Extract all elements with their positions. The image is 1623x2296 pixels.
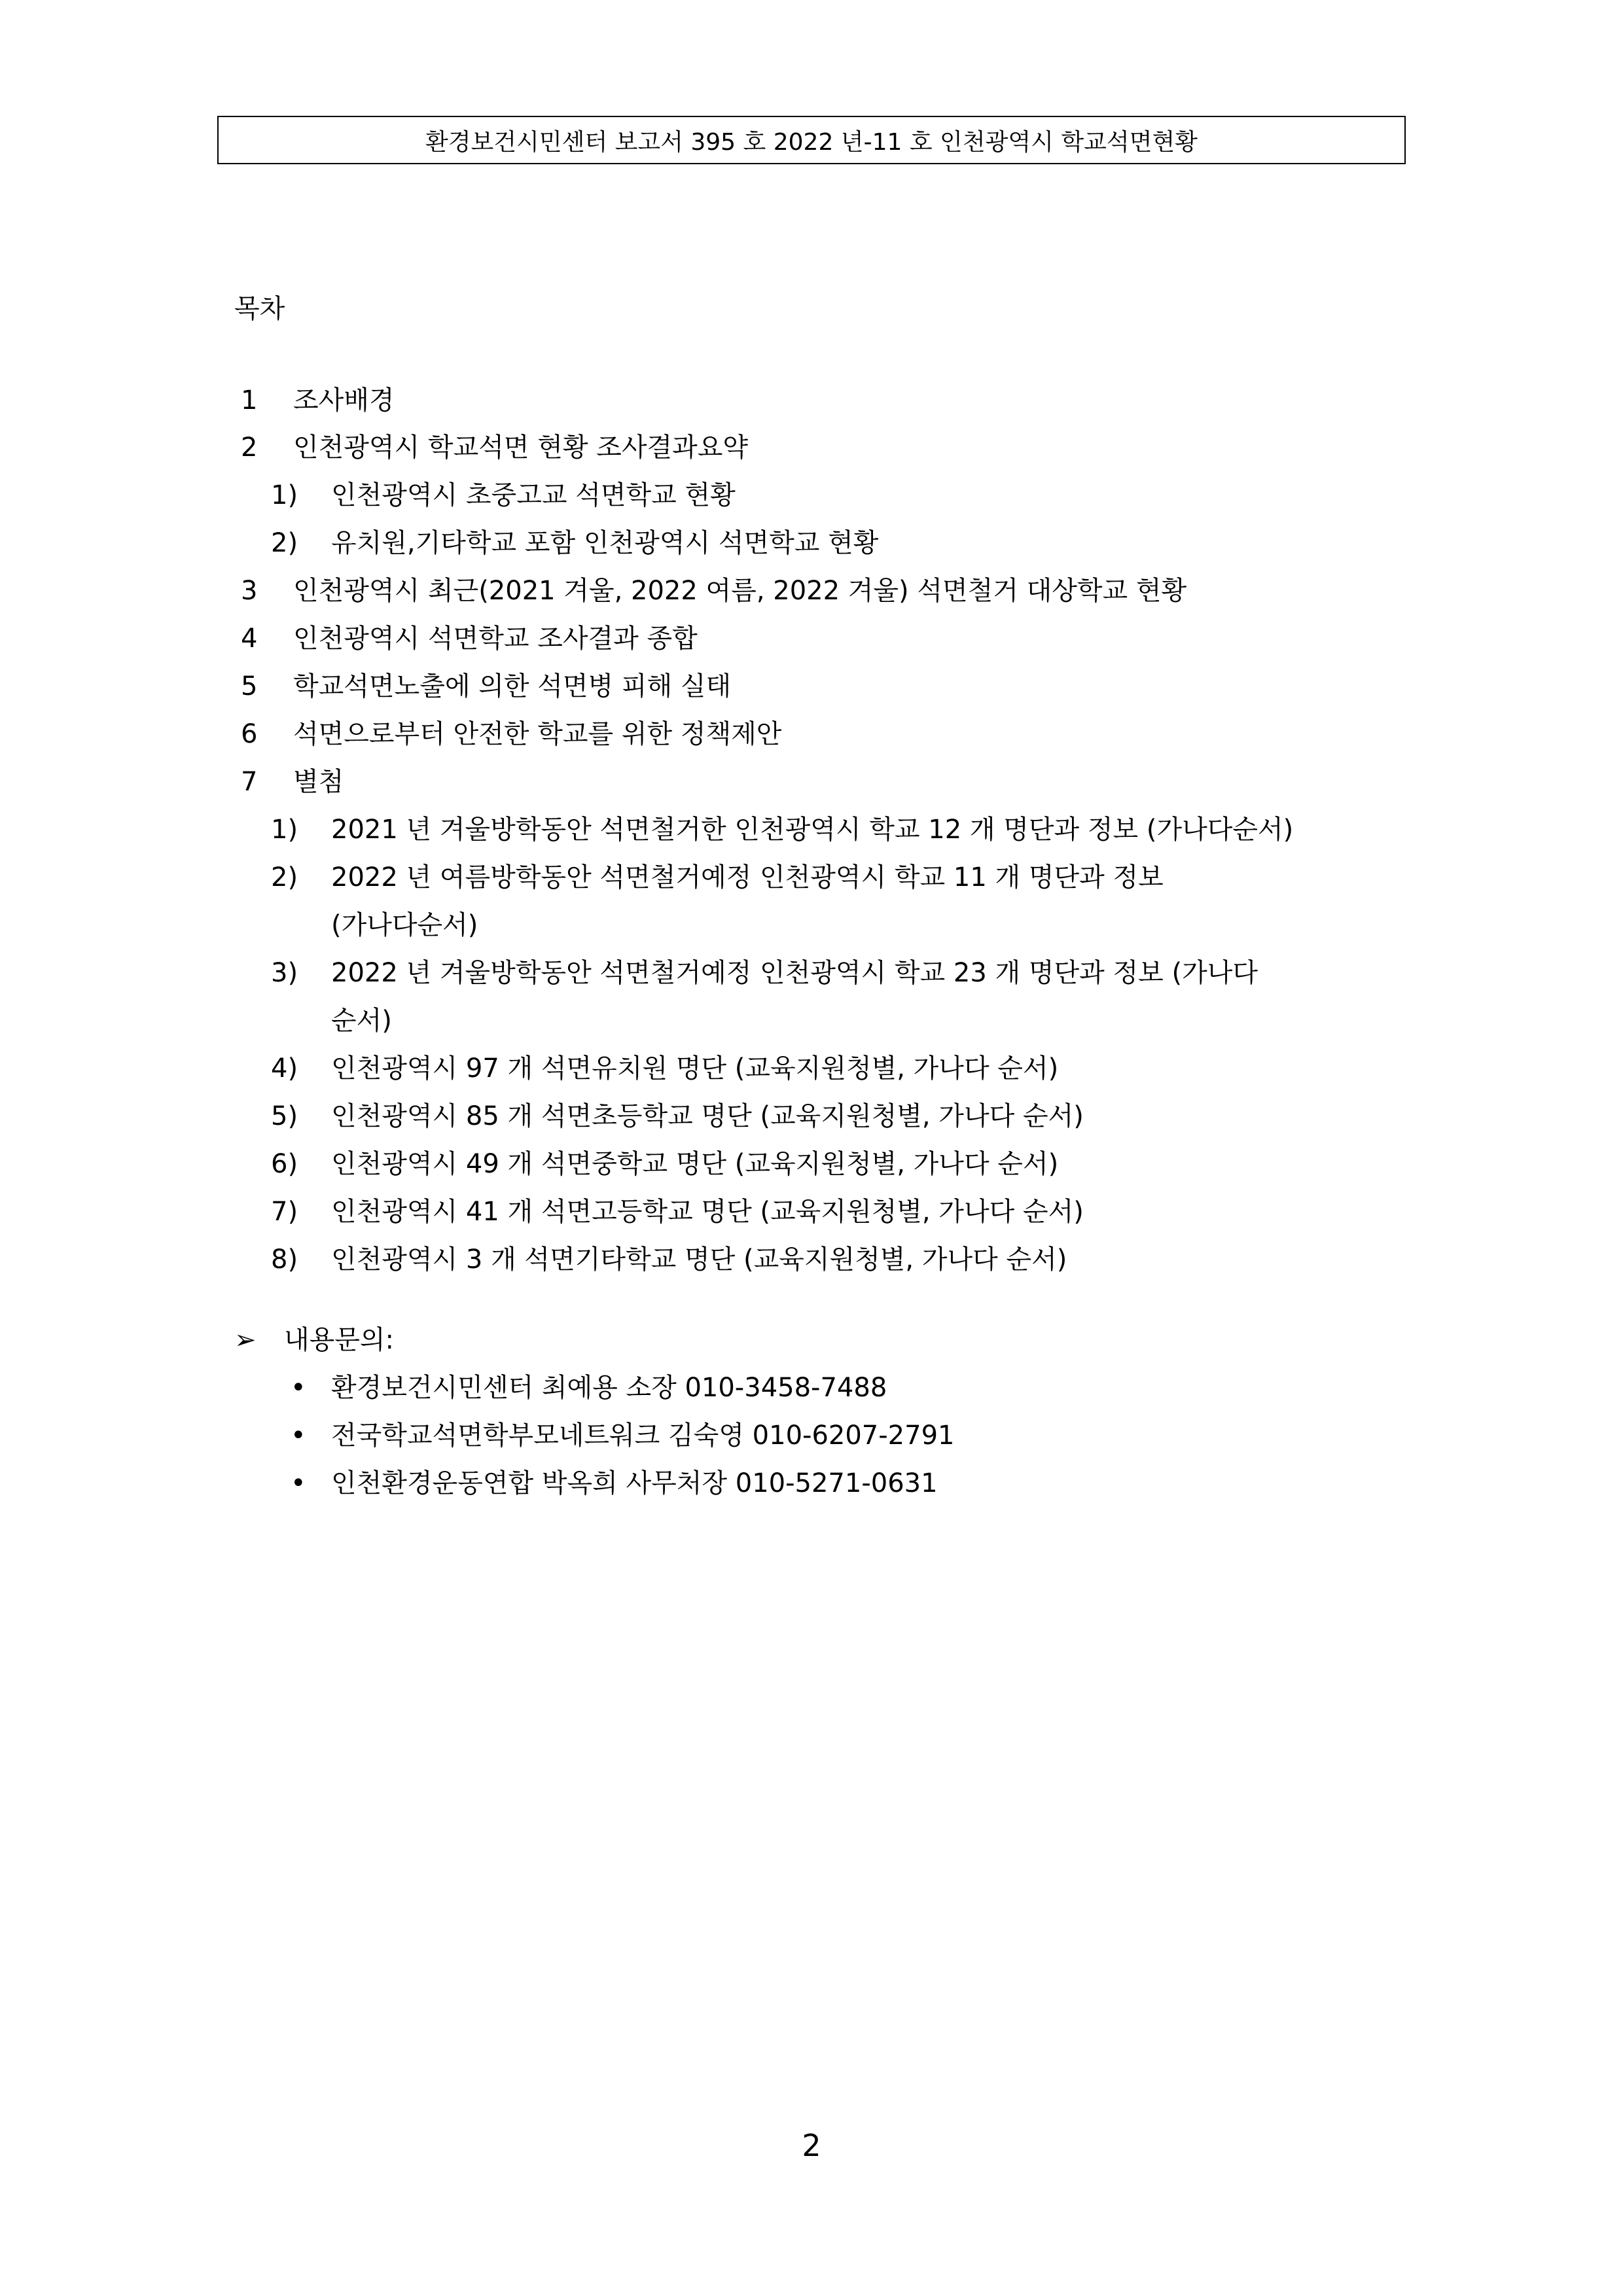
toc-heading: 목차 [234,294,285,324]
toc-item-text: 인천광역시 3 개 석면기타학교 명단 (교육지원청별, 가나다 순서) [331,1245,1067,1275]
toc-item-number: 6 [241,719,258,749]
toc-item-text: 별첨 [293,767,344,797]
contact-item-text: 환경보건시민센터 최예용 소장 010-3458-7488 [331,1373,887,1403]
toc-item-number: 2 [241,433,258,463]
toc-item-number: 1 [241,385,258,415]
toc-item-number: 3) [271,958,298,988]
toc-item-number: 4 [241,624,258,654]
bullet-icon: • [291,1421,306,1451]
page-number: 2 [802,2128,821,2163]
toc-item-number: 1) [271,480,298,510]
toc-item-number: 2) [271,528,298,558]
toc-item-text: 2021 년 겨울방학동안 석면철거한 인천광역시 학교 12 개 명단과 정보 (가나다순서) [331,815,1294,845]
toc-item-text: 인천광역시 97 개 석면유치원 명단 (교육지원청별, 가나다 순서) [331,1053,1059,1084]
toc-item-text: 인천광역시 41 개 석면고등학교 명단 (교육지원청별, 가나다 순서) [331,1197,1084,1227]
toc-item-text: 학교석면노출에 의한 석면병 피해 실태 [293,671,732,701]
toc-item-text: 인천광역시 85 개 석면초등학교 명단 (교육지원청별, 가나다 순서) [331,1101,1084,1131]
toc-item-number: 6) [271,1149,298,1179]
toc-item-text: (가나다순서) [331,910,478,940]
toc-item-number: 1) [271,815,298,845]
contact-title-label: 내용문의: [284,1325,395,1355]
toc-item-text: 인천광역시 49 개 석면중학교 명단 (교육지원청별, 가나다 순서) [331,1149,1059,1179]
toc-item-text: 인천광역시 최근(2021 겨울, 2022 여름, 2022 겨울) 석면철거 대상학교 현황 [293,576,1187,606]
toc-item-number: 7) [271,1197,298,1227]
toc-item-number: 7 [241,767,258,797]
toc-item-text: 2022 년 여름방학동안 석면철거예정 인천광역시 학교 11 개 명단과 정보 [331,862,1164,892]
toc-item-text: 인천광역시 초중고교 석면학교 현황 [331,480,736,510]
toc-item-text: 2022 년 겨울방학동안 석면철거예정 인천광역시 학교 23 개 명단과 정보 (가나다 [331,958,1258,988]
toc-item-text: 석면으로부터 안전한 학교를 위한 정책제안 [293,719,782,749]
toc-item-text: 순서) [331,1006,392,1036]
bullet-icon: • [291,1468,306,1498]
toc-item-text: 인천광역시 학교석면 현황 조사결과요약 [293,433,749,463]
toc-item-number: 5 [241,671,258,701]
bullet-icon: • [291,1373,306,1403]
report-header-text: 환경보건시민센터 보고서 395 호 2022 년-11 호 인천광역시 학교석면현황 [425,128,1198,156]
toc-item-text: 유치원,기타학교 포함 인천광역시 석면학교 현황 [331,528,879,558]
toc-item-text: 조사배경 [293,385,395,415]
toc-item-number: 5) [271,1101,298,1131]
toc-item-number: 4) [271,1053,298,1084]
contact-item-text: 인천환경운동연합 박옥희 사무처장 010-5271-0631 [331,1468,938,1498]
contact-item-text: 전국학교석면학부모네트워크 김숙영 010-6207-2791 [331,1421,955,1451]
toc-item-text: 인천광역시 석면학교 조사결과 종합 [293,624,698,654]
report-header [217,116,1406,164]
toc-item-number: 8) [271,1245,298,1275]
arrow-bullet-icon: ➢ [234,1325,257,1355]
toc-item-number: 3 [241,576,258,606]
toc-item-number: 2) [271,862,298,892]
